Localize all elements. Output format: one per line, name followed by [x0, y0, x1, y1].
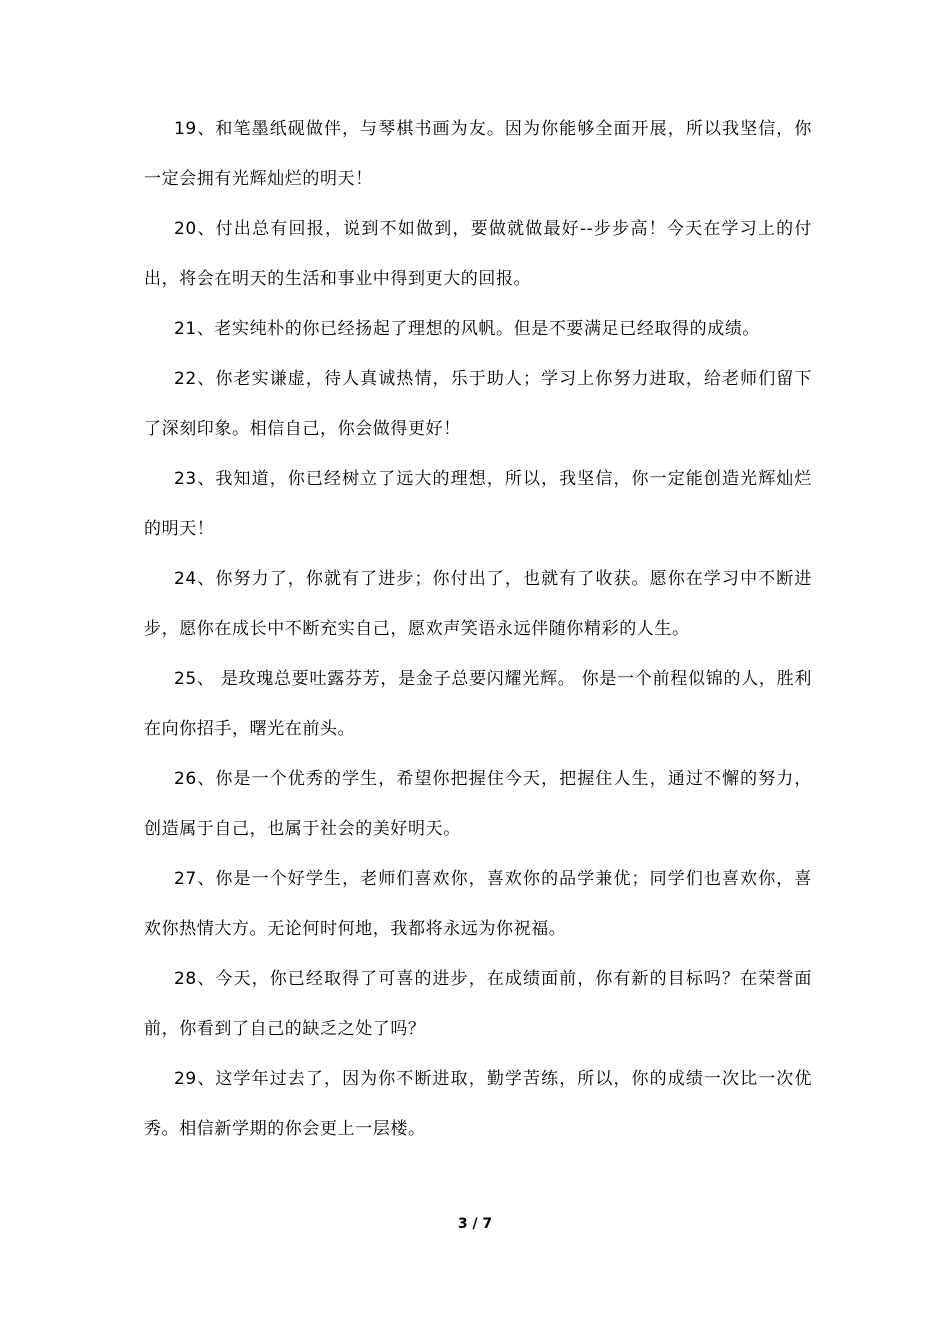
paragraph-25: 25、 是玫瑰总要吐露芬芳，是金子总要闪耀光辉。 你是一个前程似锦的人，胜利在向你招手，曙光在前头。 [144, 669, 812, 739]
paragraph-19: 19、和笔墨纸砚做伴，与琴棋书画为友。因为你能够全面开展，所以我坚信，你一定会拥有光辉灿烂的明天！ [144, 119, 812, 189]
page-number: 3 / 7 [457, 1216, 493, 1232]
paragraph-23: 23、我知道，你已经树立了远大的理想，所以，我坚信，你一定能创造光辉灿烂的明天！ [144, 469, 812, 539]
paragraph-28: 28、今天，你已经取得了可喜的进步，在成绩面前，你有新的目标吗？在荣誉面前，你看到了自己的缺乏之处了吗？ [144, 969, 812, 1039]
paragraph-27: 27、你是一个好学生，老师们喜欢你，喜欢你的品学兼优；同学们也喜欢你，喜欢你热情大方。无论何时何地，我都将永远为你祝福。 [144, 869, 812, 939]
paragraph-20: 20、付出总有回报，说到不如做到，要做就做最好--步步高！今天在学习上的付出，将会在明天的生活和事业中得到更大的回报。 [144, 219, 812, 289]
document-body [144, 104, 812, 1154]
paragraph-26: 26、你是一个优秀的学生，希望你把握住今天，把握住人生，通过不懈的努力，创造属于自己，也属于社会的美好明天。 [144, 769, 812, 839]
paragraph-24: 24、你努力了，你就有了进步；你付出了，也就有了收获。愿你在学习中不断进步，愿你在成长中不断充实自己，愿欢声笑语永远伴随你精彩的人生。 [144, 569, 812, 639]
paragraph-22: 22、你老实谦虚，待人真诚热情，乐于助人；学习上你努力进取，给老师们留下了深刻印象。相信自己，你会做得更好！ [144, 369, 812, 439]
paragraph-29: 29、这学年过去了，因为你不断进取，勤学苦练，所以，你的成绩一次比一次优秀。相信新学期的你会更上一层楼。 [144, 1069, 812, 1139]
paragraph-21: 21、老实纯朴的你已经扬起了理想的风帆。但是不要满足已经取得的成绩。 [174, 319, 761, 339]
